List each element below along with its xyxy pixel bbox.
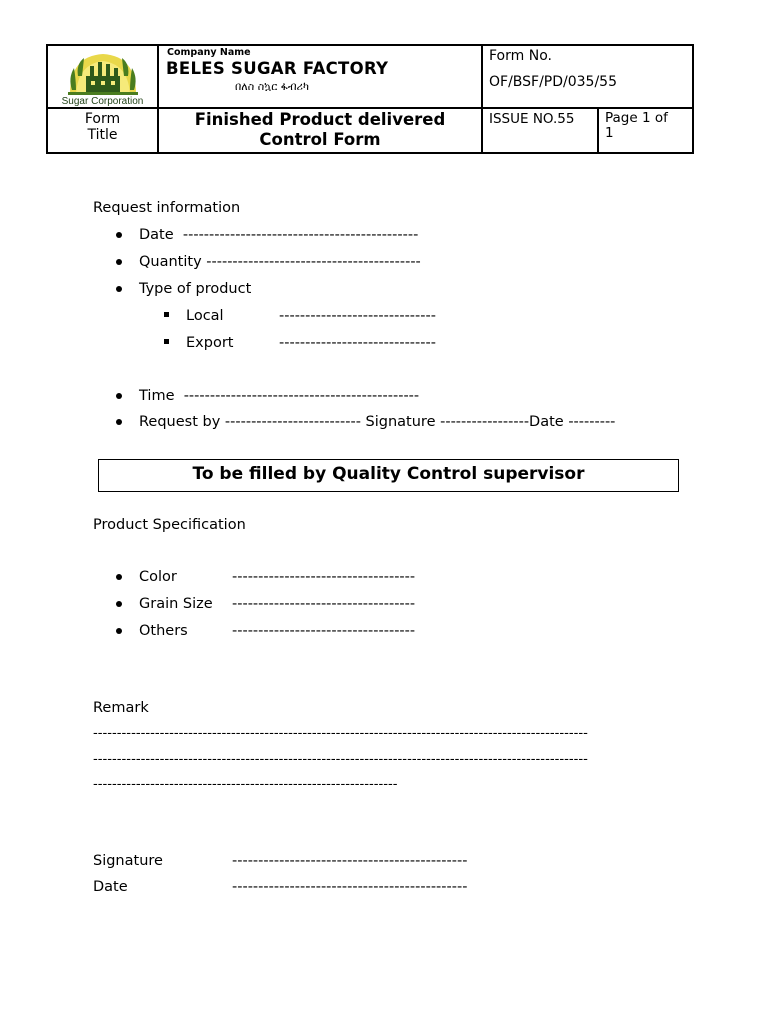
signature-label: Signature	[93, 853, 163, 869]
date-field: ---------------------------------------------	[232, 879, 468, 895]
export-label: Export	[186, 335, 234, 351]
local-label: Local	[186, 308, 224, 324]
color-field: -----------------------------------	[232, 569, 416, 585]
company-cell	[158, 45, 482, 108]
type-of-product-label: Type of product	[139, 281, 252, 297]
bullet-icon	[116, 393, 122, 399]
request-date-field: Date ---------------------------------------------	[139, 227, 419, 243]
local-field: ------------------------------	[279, 308, 436, 324]
request-information-heading: Request information	[93, 200, 241, 216]
remark-line-2: --------------------------------------------------------------------------------------------------------	[93, 752, 588, 767]
form-title: Finished Product delivered Control Form	[194, 110, 446, 149]
form-title-label: Form Title	[84, 111, 121, 143]
bullet-icon	[116, 574, 122, 580]
company-name-amharic: በለስ ስኳር ፋብሪካ	[235, 80, 309, 93]
square-bullet-icon	[164, 312, 169, 317]
remark-line-1: --------------------------------------------------------------------------------------------------------	[93, 726, 588, 741]
export-field: ------------------------------	[279, 335, 436, 351]
form-title-label-cell	[47, 108, 158, 153]
bullet-icon	[116, 286, 122, 292]
bullet-icon	[116, 628, 122, 634]
sugar-corporation-logo	[62, 50, 144, 98]
bullet-icon	[116, 259, 122, 265]
form-number-label: Form No.	[489, 48, 552, 64]
issue-cell	[482, 108, 598, 153]
request-quantity-field: Quantity -----------------------------------------	[139, 254, 421, 270]
bullet-icon	[116, 601, 122, 607]
grain-size-field: -----------------------------------	[232, 596, 416, 612]
color-label: Color	[139, 569, 177, 585]
bullet-icon	[116, 419, 122, 425]
logo-cell	[47, 45, 158, 108]
form-header-table	[46, 44, 694, 154]
page-cell	[598, 108, 693, 153]
company-name-label: Company Name	[167, 47, 251, 58]
remark-label: Remark	[93, 700, 149, 716]
product-specification-heading: Product Specification	[93, 517, 246, 533]
others-label: Others	[139, 623, 188, 639]
request-by-field: Request by -------------------------- Signature -----------------Date ---------	[139, 414, 616, 430]
square-bullet-icon	[164, 339, 169, 344]
page-number: Page 1 of 1	[605, 110, 668, 141]
signature-field: ---------------------------------------------	[232, 853, 468, 869]
form-title-cell	[158, 108, 482, 153]
date-label: Date	[93, 879, 128, 895]
request-time-field: Time ---------------------------------------------	[139, 388, 420, 404]
form-number-value: OF/BSF/PD/035/55	[489, 74, 617, 90]
bullet-icon	[116, 232, 122, 238]
company-name: BELES SUGAR FACTORY	[166, 59, 389, 78]
form-number-cell	[482, 45, 693, 108]
grain-size-label: Grain Size	[139, 596, 213, 612]
issue-number: ISSUE NO.55	[489, 111, 575, 127]
logo-caption: Sugar Corporation	[61, 96, 144, 107]
remark-line-3: ----------------------------------------------------------------	[93, 777, 398, 792]
others-field: -----------------------------------	[232, 623, 416, 639]
quality-control-box: To be filled by Quality Control supervisor	[98, 459, 679, 492]
